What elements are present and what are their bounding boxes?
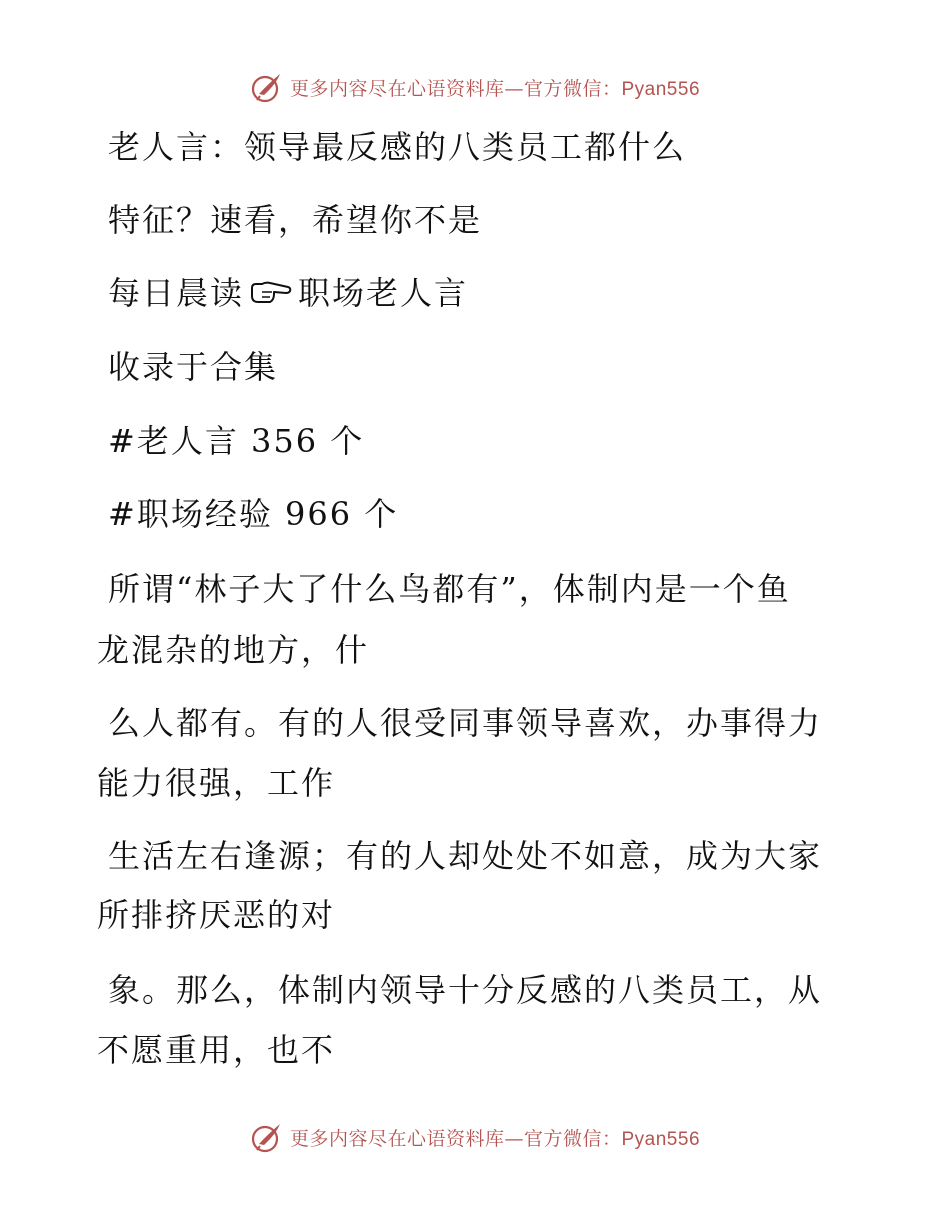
title-line-2: 特征？速看，希望你不是 <box>108 201 483 239</box>
para4-line1: 象。那么，体制内领导十分反感的八类员工，从 <box>108 971 823 1009</box>
banner-wechat-label: 官方微信： <box>523 77 622 100</box>
para3-line2: 所排挤厌恶的对 <box>97 896 336 934</box>
quill-pen-logo-icon <box>250 1120 284 1154</box>
banner-wechat-id: Pyan556 <box>621 78 701 100</box>
series-name: 职场老人言 <box>298 274 469 312</box>
para3-line1: 生活左右逢源；有的人却处处不如意，成为大家 <box>108 837 823 875</box>
para2-line2: 能力很强，工作 <box>97 764 336 802</box>
footer-watermark-banner <box>0 1120 950 1154</box>
para4-line2: 不愿重用，也不 <box>97 1031 336 1069</box>
collection-label: 收录于合集 <box>108 348 279 386</box>
tag-line-1: #老人言 356 个 <box>108 422 365 460</box>
series-prefix: 每日晨读 <box>108 274 245 312</box>
title-line-1: 老人言：领导最反感的八类员工都什么 <box>108 128 687 166</box>
banner-wechat-label: 官方微信： <box>523 1127 622 1150</box>
banner-dash: — <box>504 77 524 100</box>
banner-dash: — <box>504 1127 524 1150</box>
pointing-hand-icon <box>248 278 292 308</box>
tag-line-2: #职场经验 966 个 <box>108 495 399 533</box>
para1-line2: 龙混杂的地方，什 <box>97 631 370 669</box>
banner-text <box>290 1124 700 1151</box>
banner-site-text: 更多内容尽在心语资料库 <box>289 1127 505 1150</box>
banner-site-text: 更多内容尽在心语资料库 <box>289 77 505 100</box>
series-line <box>108 273 468 313</box>
banner-wechat-id: Pyan556 <box>621 1128 701 1150</box>
para2-line1: 么人都有。有的人很受同事领导喜欢，办事得力 <box>108 704 823 742</box>
para1-line1: 所谓“林子大了什么鸟都有”，体制内是一个鱼 <box>108 570 791 608</box>
